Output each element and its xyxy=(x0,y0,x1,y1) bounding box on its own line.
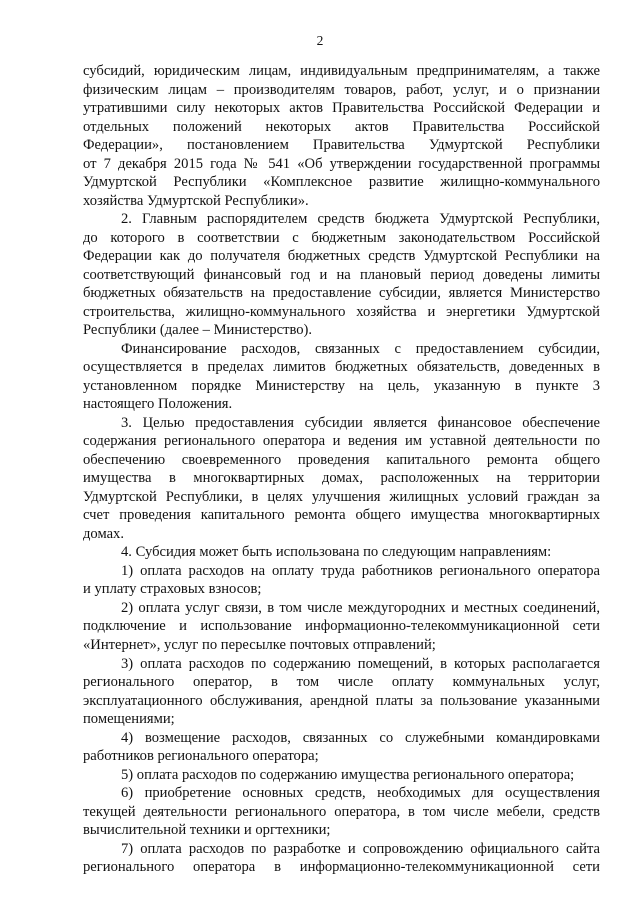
list-item-first-line: 4) возмещение расходов, связанных со служебными командировками xyxy=(121,729,600,746)
list-item-first-line: 6) приобретение основных средств, необходимых для осуществления xyxy=(121,785,600,802)
list-item-first-line: 2) оплата услуг связи, в том числе междугородних и местных соединений, xyxy=(121,599,600,616)
text-line: помещениями; xyxy=(83,711,175,728)
text-line: физическим лицам – производителям товаров, работ, услуг, и о признании xyxy=(83,81,600,98)
list-item-first-line: 5) оплата расходов по содержанию имущества регионального оператора; xyxy=(121,766,575,783)
text-line: вычислительной техники и оргтехники; xyxy=(83,822,331,839)
text-line: Федерации как до получателя бюджетных средств Удмуртской Республики на xyxy=(83,248,600,265)
text-line: строительства, жилищно-коммунального хозяйства и энергетики Удмуртской xyxy=(83,303,600,320)
text-line: регионального оператора в информационно-телекоммуникационной сети xyxy=(83,859,600,876)
text-line: утратившими силу некоторых актов Правительства Российской Федерации и xyxy=(83,100,600,117)
text-line: и уплату страховых взносов; xyxy=(83,581,262,598)
text-line: счет проведения капитального ремонта общего имущества многоквартирных xyxy=(83,507,600,524)
text-line: Удмуртской Республики, в целях улучшения жилищных условий граждан за xyxy=(83,488,600,505)
text-line: подключение и использование информационно-телекоммуникационной сети xyxy=(83,618,600,635)
text-line: обеспечению своевременного проведения капитального ремонта общего xyxy=(83,451,600,468)
text-line: содержания регионального оператора и ведения им уставной деятельности по xyxy=(83,433,600,450)
text-line: Удмуртской Республики «Комплексное развитие жилищно-коммунального xyxy=(83,174,600,191)
text-line: субсидий, юридическим лицам, индивидуальным предпринимателям, а также xyxy=(83,63,600,79)
text-line: до которого в соответствии с бюджетным законодательством Российской xyxy=(83,229,600,246)
text-line: «Интернет», услуг по пересылке почтовых отправлений; xyxy=(83,636,436,653)
text-line: осуществляется в пределах лимитов бюджетных обязательств, доведенных в xyxy=(83,359,600,376)
paragraph-first-line: 4. Субсидия может быть использована по следующим направлениям: xyxy=(121,544,552,561)
text-line: Республики (далее – Министерство). xyxy=(83,322,313,339)
document-body xyxy=(83,62,600,877)
paragraph-first-line: 3. Целью предоставления субсидии является финансовое обеспечение xyxy=(121,414,600,431)
paragraph-first-line: Финансирование расходов, связанных с предоставлением субсидии, xyxy=(121,340,600,357)
text-line: домах. xyxy=(83,525,125,542)
text-line: имущества в многоквартирных домах, расположенных на территории xyxy=(83,470,600,487)
list-item-first-line: 1) оплата расходов на оплату труда работников регионального оператора xyxy=(121,562,600,579)
text-line: установленном порядке Министерству на цель, указанную в пункте 3 xyxy=(83,377,600,394)
text-line: настоящего Положения. xyxy=(83,396,233,413)
page-number: 2 xyxy=(316,33,324,48)
text-line: текущей деятельности регионального оператора, в том числе мебели, средств xyxy=(83,803,600,820)
paragraph-first-line: 2. Главным распорядителем средств бюджета Удмуртской Республики, xyxy=(121,211,600,228)
text-line: отдельных положений некоторых актов Правительства Российской xyxy=(83,118,600,135)
list-item-first-line: 7) оплата расходов по разработке и сопровождению официального сайта xyxy=(121,840,600,857)
text-line: работников регионального оператора; xyxy=(83,748,319,765)
list-item-first-line: 3) оплата расходов по содержанию помещений, в которых располагается xyxy=(121,655,600,672)
text-line: бюджетных обязательств на предоставление субсидии, является Министерство xyxy=(83,285,600,302)
text-line: от 7 декабря 2015 года № 541 «Об утверждении государственной программы xyxy=(83,155,600,172)
text-line: хозяйства Удмуртской Республики». xyxy=(83,192,309,209)
text-line: Федерации», постановлением Правительства Удмуртской Республики xyxy=(83,137,600,154)
text-line: эксплуатационного обслуживания, арендной платы за пользование указанными xyxy=(83,692,600,709)
text-line: соответствующий финансовый год и на плановый период доведены лимиты xyxy=(83,266,600,283)
text-line: регионального оператор, в том числе оплату коммунальных услуг, xyxy=(83,674,600,691)
